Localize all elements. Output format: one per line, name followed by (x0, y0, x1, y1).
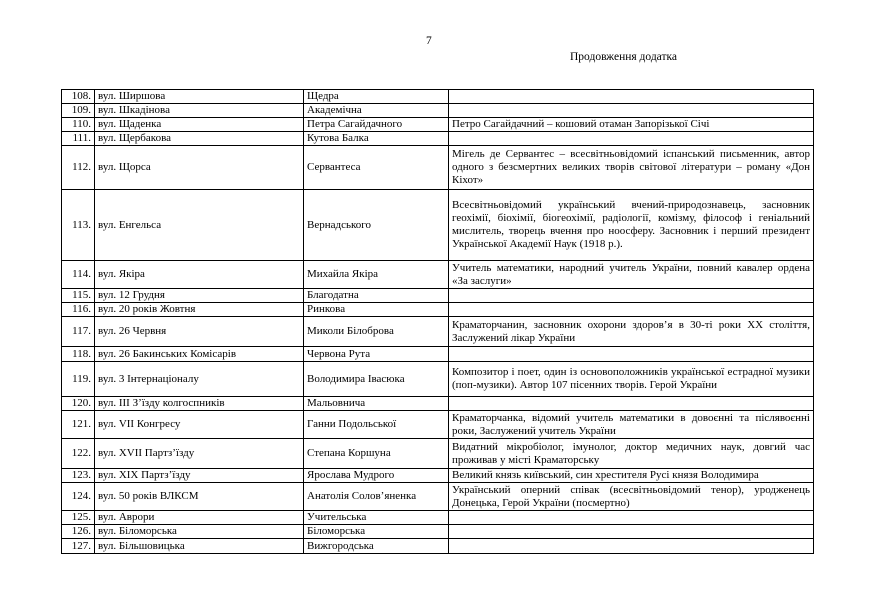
new-street-name-cell: Учительська (304, 511, 449, 525)
table-row (62, 146, 814, 190)
row-number-cell: 112. (62, 146, 95, 190)
table-row (62, 303, 814, 317)
old-street-name-cell: вул. Більшовицька (95, 539, 304, 554)
new-street-name-cell: Миколи Білоброва (304, 317, 449, 347)
row-number-cell: 109. (62, 104, 95, 118)
description-cell (449, 511, 814, 525)
row-number-cell: 118. (62, 347, 95, 362)
old-street-name-cell: вул. Щаденка (95, 118, 304, 132)
row-number-cell: 127. (62, 539, 95, 554)
description-cell: Український оперний співак (всесвітньовідомий тенор), уродженець Донецька, Герой України (посмертно) (449, 483, 814, 511)
table-row (62, 362, 814, 397)
appendix-continuation-title: Продовження додатка (570, 51, 678, 63)
old-street-name-cell: вул. Енгельса (95, 190, 304, 261)
table-row (62, 411, 814, 439)
row-number-cell: 120. (62, 397, 95, 411)
row-number-cell: 116. (62, 303, 95, 317)
page-number: 7 (426, 35, 432, 47)
new-street-name-cell: Вижгородська (304, 539, 449, 554)
new-street-name-cell: Анатолія Солов’яненка (304, 483, 449, 511)
table-row (62, 525, 814, 539)
table-row (62, 118, 814, 132)
new-street-name-cell: Ринкова (304, 303, 449, 317)
new-street-name-cell: Кутова Балка (304, 132, 449, 146)
new-street-name-cell: Червона Рута (304, 347, 449, 362)
description-cell: Петро Сагайдачний – кошовий отаман Запорізької Січі (449, 118, 814, 132)
row-number-cell: 119. (62, 362, 95, 397)
table-row (62, 104, 814, 118)
row-number-cell: 123. (62, 469, 95, 483)
old-street-name-cell: вул. XIX Партз’їзду (95, 469, 304, 483)
row-number-cell: 121. (62, 411, 95, 439)
description-cell: Всесвітньовідомий український вчений-природознавець, засновник геохімії, біохімії, біогеохімії, радіології, комізму, філософ і геніальний мислитель, творець вчення про ноосферу. Засновник і перший президент Української Академії Наук (1918 р.). (449, 190, 814, 261)
old-street-name-cell: вул. 26 Бакинських Комісарів (95, 347, 304, 362)
table-row (62, 483, 814, 511)
description-cell: Мігель де Сервантес – всесвітньовідомий іспанський письменник, автор одного з безсмертних великих творів світової літератури – роману «Дон Кіхот» (449, 146, 814, 190)
old-street-name-cell: вул. 3 Інтернаціоналу (95, 362, 304, 397)
row-number-cell: 126. (62, 525, 95, 539)
old-street-name-cell: вул. Шкадінова (95, 104, 304, 118)
description-cell: Видатний мікробіолог, імунолог, доктор медичних наук, довгий час проживав у місті Краматорську (449, 439, 814, 469)
table-row (62, 317, 814, 347)
old-street-name-cell: вул. 20 років Жовтня (95, 303, 304, 317)
row-number-cell: 117. (62, 317, 95, 347)
new-street-name-cell: Володимира Івасюка (304, 362, 449, 397)
row-number-cell: 111. (62, 132, 95, 146)
table-row (62, 190, 814, 261)
description-cell: Краматорчанин, засновник охорони здоров’я в 30-ті роки XX століття, Заслужений лікар України (449, 317, 814, 347)
new-street-name-cell: Вернадського (304, 190, 449, 261)
table-row (62, 289, 814, 303)
new-street-name-cell: Біломорська (304, 525, 449, 539)
row-number-cell: 108. (62, 90, 95, 104)
old-street-name-cell: вул. VII Конгресу (95, 411, 304, 439)
new-street-name-cell: Академічна (304, 104, 449, 118)
table-row (62, 132, 814, 146)
row-number-cell: 122. (62, 439, 95, 469)
description-cell (449, 397, 814, 411)
new-street-name-cell: Сервантеса (304, 146, 449, 190)
description-cell (449, 303, 814, 317)
old-street-name-cell: вул. Ширшова (95, 90, 304, 104)
table-row (62, 439, 814, 469)
description-cell (449, 539, 814, 554)
description-cell (449, 132, 814, 146)
old-street-name-cell: вул. 26 Червня (95, 317, 304, 347)
row-number-cell: 124. (62, 483, 95, 511)
street-renaming-table (61, 89, 814, 554)
new-street-name-cell: Михайла Якіра (304, 261, 449, 289)
description-cell (449, 90, 814, 104)
description-cell: Краматорчанка, відомий учитель математики в довоєнні та післявоєнні роки, Заслужений учитель України (449, 411, 814, 439)
description-cell: Великий князь київський, син хрестителя Русі князя Володимира (449, 469, 814, 483)
old-street-name-cell: вул. Біломорська (95, 525, 304, 539)
table-row (62, 511, 814, 525)
new-street-name-cell: Ярослава Мудрого (304, 469, 449, 483)
table-row (62, 539, 814, 554)
description-cell (449, 347, 814, 362)
description-cell (449, 104, 814, 118)
new-street-name-cell: Ганни Подольської (304, 411, 449, 439)
old-street-name-cell: вул. ІІІ З’їзду колгоспників (95, 397, 304, 411)
old-street-name-cell: вул. Щорса (95, 146, 304, 190)
table-row (62, 261, 814, 289)
description-cell: Композитор і поет, один із основоположників української естрадної музики (поп-музики). Автор 107 пісенних творів. Герой України (449, 362, 814, 397)
new-street-name-cell: Мальовнича (304, 397, 449, 411)
old-street-name-cell: вул. 12 Грудня (95, 289, 304, 303)
table-row (62, 347, 814, 362)
new-street-name-cell: Степана Коршуна (304, 439, 449, 469)
row-number-cell: 114. (62, 261, 95, 289)
row-number-cell: 125. (62, 511, 95, 525)
description-cell: Учитель математики, народний учитель України, повний кавалер ордена «За заслуги» (449, 261, 814, 289)
old-street-name-cell: вул. XVII Партз’їзду (95, 439, 304, 469)
table-row (62, 469, 814, 483)
old-street-name-cell: вул. Аврори (95, 511, 304, 525)
table-row (62, 90, 814, 104)
row-number-cell: 115. (62, 289, 95, 303)
row-number-cell: 110. (62, 118, 95, 132)
row-number-cell: 113. (62, 190, 95, 261)
old-street-name-cell: вул. Якіра (95, 261, 304, 289)
table-body (62, 90, 814, 554)
table-row (62, 397, 814, 411)
new-street-name-cell: Петра Сагайдачного (304, 118, 449, 132)
description-cell (449, 525, 814, 539)
old-street-name-cell: вул. Щербакова (95, 132, 304, 146)
description-cell (449, 289, 814, 303)
new-street-name-cell: Щедра (304, 90, 449, 104)
old-street-name-cell: вул. 50 років ВЛКСМ (95, 483, 304, 511)
new-street-name-cell: Благодатна (304, 289, 449, 303)
